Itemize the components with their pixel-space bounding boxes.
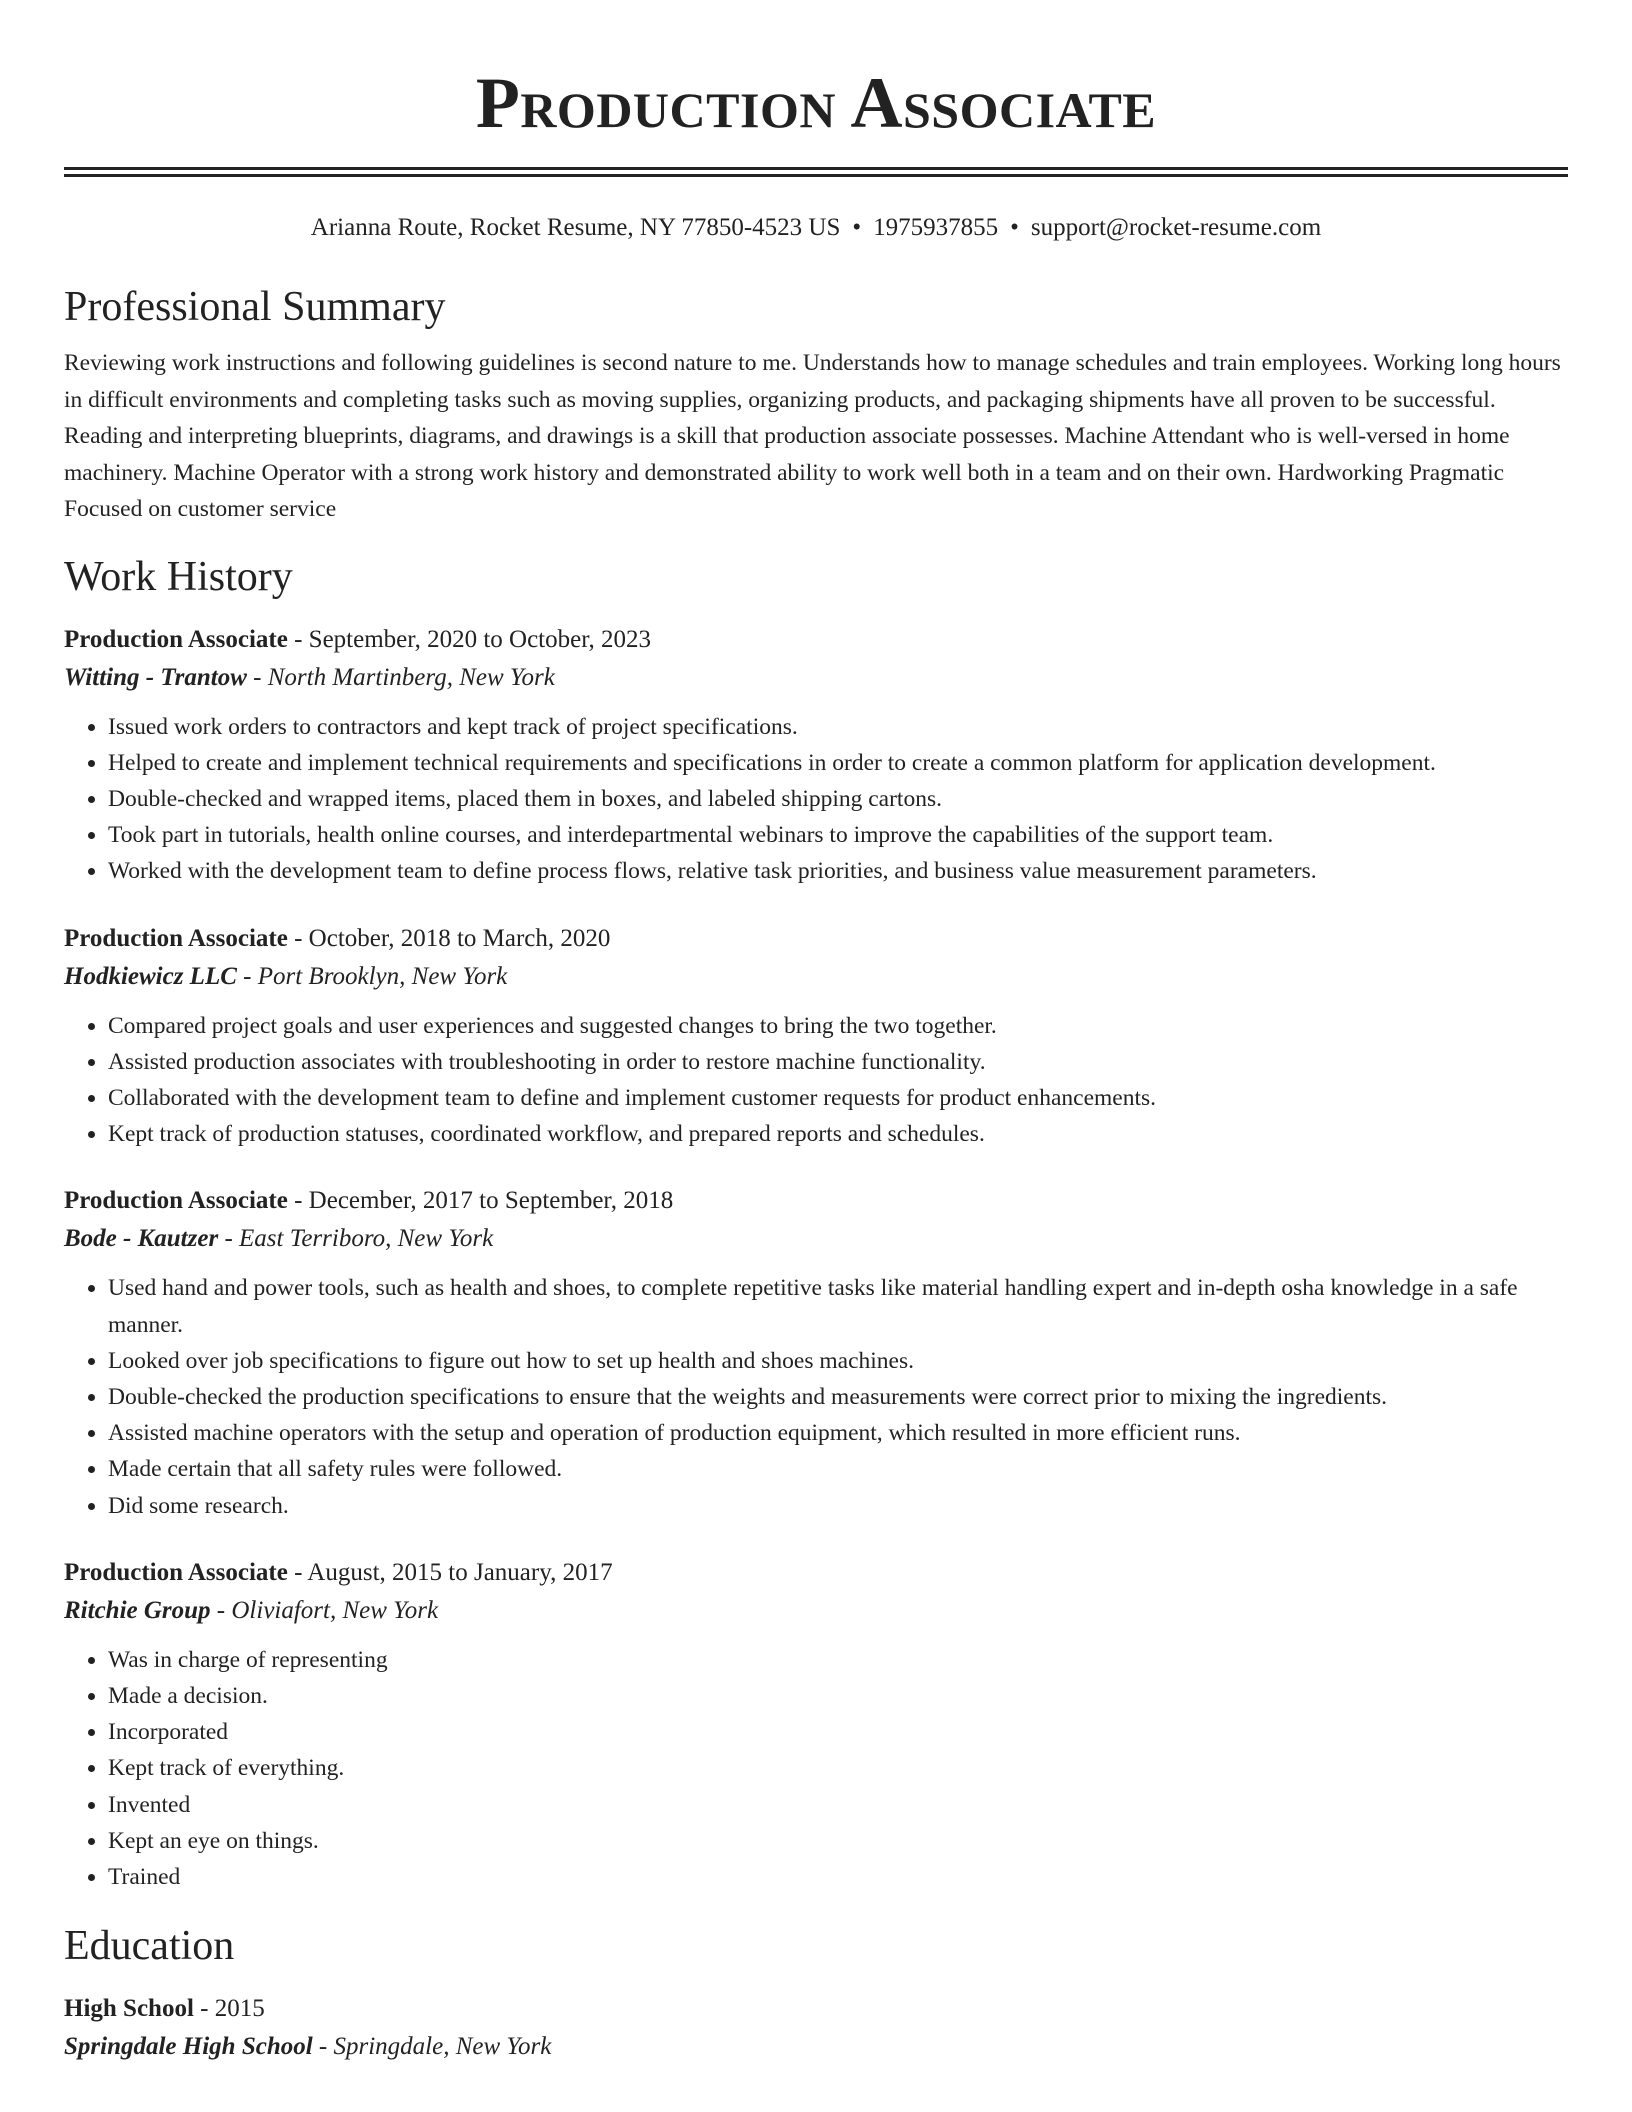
- degree-line: [64, 1990, 1568, 2028]
- job-bullet: • Issued work orders to contractors and kept track of project specifications.: [108, 709, 1568, 745]
- job-bullet: • Kept track of everything.: [108, 1750, 1568, 1786]
- school-line: [64, 2028, 1568, 2066]
- job-title-line: [64, 621, 1568, 659]
- dash-separator: -: [246, 663, 268, 691]
- title-double-rule: [64, 167, 1568, 177]
- contact-phone: 1975937855: [873, 214, 999, 241]
- job-bullet-list: [64, 709, 1568, 890]
- job-bullet: • Assisted machine operators with the setup and operation of production equipment, which resulted in more efficient runs.: [108, 1415, 1568, 1451]
- job-bullet: • Was in charge of representing: [108, 1642, 1568, 1678]
- job-title-line: [64, 1554, 1568, 1592]
- job-bullet: • Worked with the development team to define process flows, relative task priorities, and business value measurement parameters.: [108, 853, 1568, 889]
- contact-separator: •: [1010, 214, 1019, 241]
- dash-separator: -: [218, 1225, 240, 1253]
- summary-text: Reviewing work instructions and following guidelines is second nature to me. Understands how to manage schedules and train employees. Working long hours in difficult environments and completing tasks such as moving supplies, organizing products, and packaging shipments have all proven to be successful. Reading and interpreting blueprints, diagrams, and drawings is a skill that production associate possesses. Machine Attendant who is well-versed in home machinery. Machine Operator with a strong work history and demonstrated ability to work well both in a team and on their own. Hardworking Pragmatic Focused on customer service: [64, 350, 1561, 522]
- contact-separator: •: [852, 214, 862, 241]
- job-entry: [64, 1182, 1568, 1523]
- employer-line: [64, 659, 1568, 697]
- contact-email: support@rocket-resume.com: [1030, 214, 1322, 241]
- resume-title: Production Associate: [475, 63, 1157, 143]
- job-location: East Terriboro, New York: [239, 1225, 494, 1253]
- employer-line: [64, 1220, 1568, 1258]
- dash-separator: -: [287, 625, 309, 653]
- resume-page: [64, 0, 1568, 2066]
- employer-name: Witting - Trantow: [64, 663, 247, 691]
- job-location: North Martinberg, New York: [267, 663, 555, 691]
- job-bullet-list: [64, 1008, 1568, 1153]
- job-bullet: • Did some research.: [108, 1488, 1568, 1524]
- dash-separator: -: [287, 1558, 308, 1586]
- contact-line: [64, 212, 1568, 244]
- employer-line: [64, 958, 1568, 996]
- summary-heading: Professional Summary: [64, 284, 446, 330]
- job-dates: October, 2018 to March, 2020: [308, 924, 611, 952]
- job-bullet: • Double-checked and wrapped items, placed them in boxes, and labeled shipping cartons.: [108, 781, 1568, 817]
- job-bullet: • Compared project goals and user experiences and suggested changes to bring the two together.: [108, 1008, 1568, 1044]
- job-title: Production Associate: [64, 1558, 288, 1586]
- dash-separator: -: [193, 1995, 215, 2023]
- employer-name: Bode - Kautzer: [64, 1225, 219, 1253]
- job-bullet: • Invented: [108, 1787, 1568, 1823]
- job-bullet: • Used hand and power tools, such as health and shoes, to complete repetitive tasks like material handling expert and in-depth osha knowledge in a safe manner.: [108, 1270, 1568, 1342]
- job-title-line: [64, 920, 1568, 958]
- job-title: Production Associate: [64, 924, 288, 952]
- work-history-heading: Work History: [64, 553, 293, 600]
- job-location: Port Brooklyn, New York: [257, 962, 508, 990]
- job-bullet: • Took part in tutorials, health online courses, and interdepartmental webinars to improve the capabilities of the support team.: [108, 817, 1568, 853]
- dash-separator: -: [287, 1187, 309, 1215]
- employer-name: Hodkiewicz LLC: [64, 962, 237, 990]
- job-bullet-list: [64, 1270, 1568, 1523]
- job-bullet: • Double-checked the production specifications to ensure that the weights and measurements were correct prior to mixing the ingredients.: [108, 1379, 1568, 1415]
- job-entry: [64, 621, 1568, 890]
- job-bullet: • Kept track of production statuses, coordinated workflow, and prepared reports and schedules.: [108, 1116, 1568, 1152]
- job-bullet: • Kept an eye on things.: [108, 1823, 1568, 1859]
- dash-separator: -: [312, 2033, 334, 2061]
- job-location: Oliviafort, New York: [231, 1596, 439, 1624]
- education-heading: Education: [64, 1923, 235, 1970]
- job-bullet: • Incorporated: [108, 1714, 1568, 1750]
- job-dates: August, 2015 to January, 2017: [307, 1558, 613, 1586]
- job-entry: [64, 1554, 1568, 1895]
- job-title: Production Associate: [64, 1187, 288, 1215]
- job-title-line: [64, 1182, 1568, 1220]
- job-bullet: • Assisted production associates with troubleshooting in order to restore machine functionality.: [108, 1044, 1568, 1080]
- school-location: Springdale, New York: [333, 2033, 552, 2061]
- degree-name: High School: [64, 1995, 194, 2023]
- employer-name: Ritchie Group: [64, 1596, 211, 1624]
- job-bullet-list: [64, 1642, 1568, 1895]
- dash-separator: -: [210, 1596, 232, 1624]
- dash-separator: -: [236, 962, 258, 990]
- contact-address: Arianna Route, Rocket Resume, NY 77850-4523 US: [310, 214, 841, 241]
- job-dates: September, 2020 to October, 2023: [308, 625, 652, 653]
- job-bullet: • Made a decision.: [108, 1678, 1568, 1714]
- graduation-year: 2015: [214, 1995, 265, 2023]
- job-title: Production Associate: [64, 625, 288, 653]
- job-bullet: • Looked over job specifications to figure out how to set up health and shoes machines.: [108, 1343, 1568, 1379]
- job-bullet: • Trained: [108, 1859, 1568, 1895]
- job-bullet: • Helped to create and implement technical requirements and specifications in order to create a common platform for application development.: [108, 745, 1568, 781]
- job-entry: [64, 920, 1568, 1153]
- employer-line: [64, 1592, 1568, 1630]
- school-name: Springdale High School: [64, 2033, 313, 2061]
- job-bullet: • Collaborated with the development team to define and implement customer requests for product enhancements.: [108, 1080, 1568, 1116]
- job-bullet: • Made certain that all safety rules were followed.: [108, 1451, 1568, 1487]
- job-dates: December, 2017 to September, 2018: [308, 1187, 674, 1215]
- education-entry: [64, 1990, 1568, 2066]
- dash-separator: -: [287, 924, 309, 952]
